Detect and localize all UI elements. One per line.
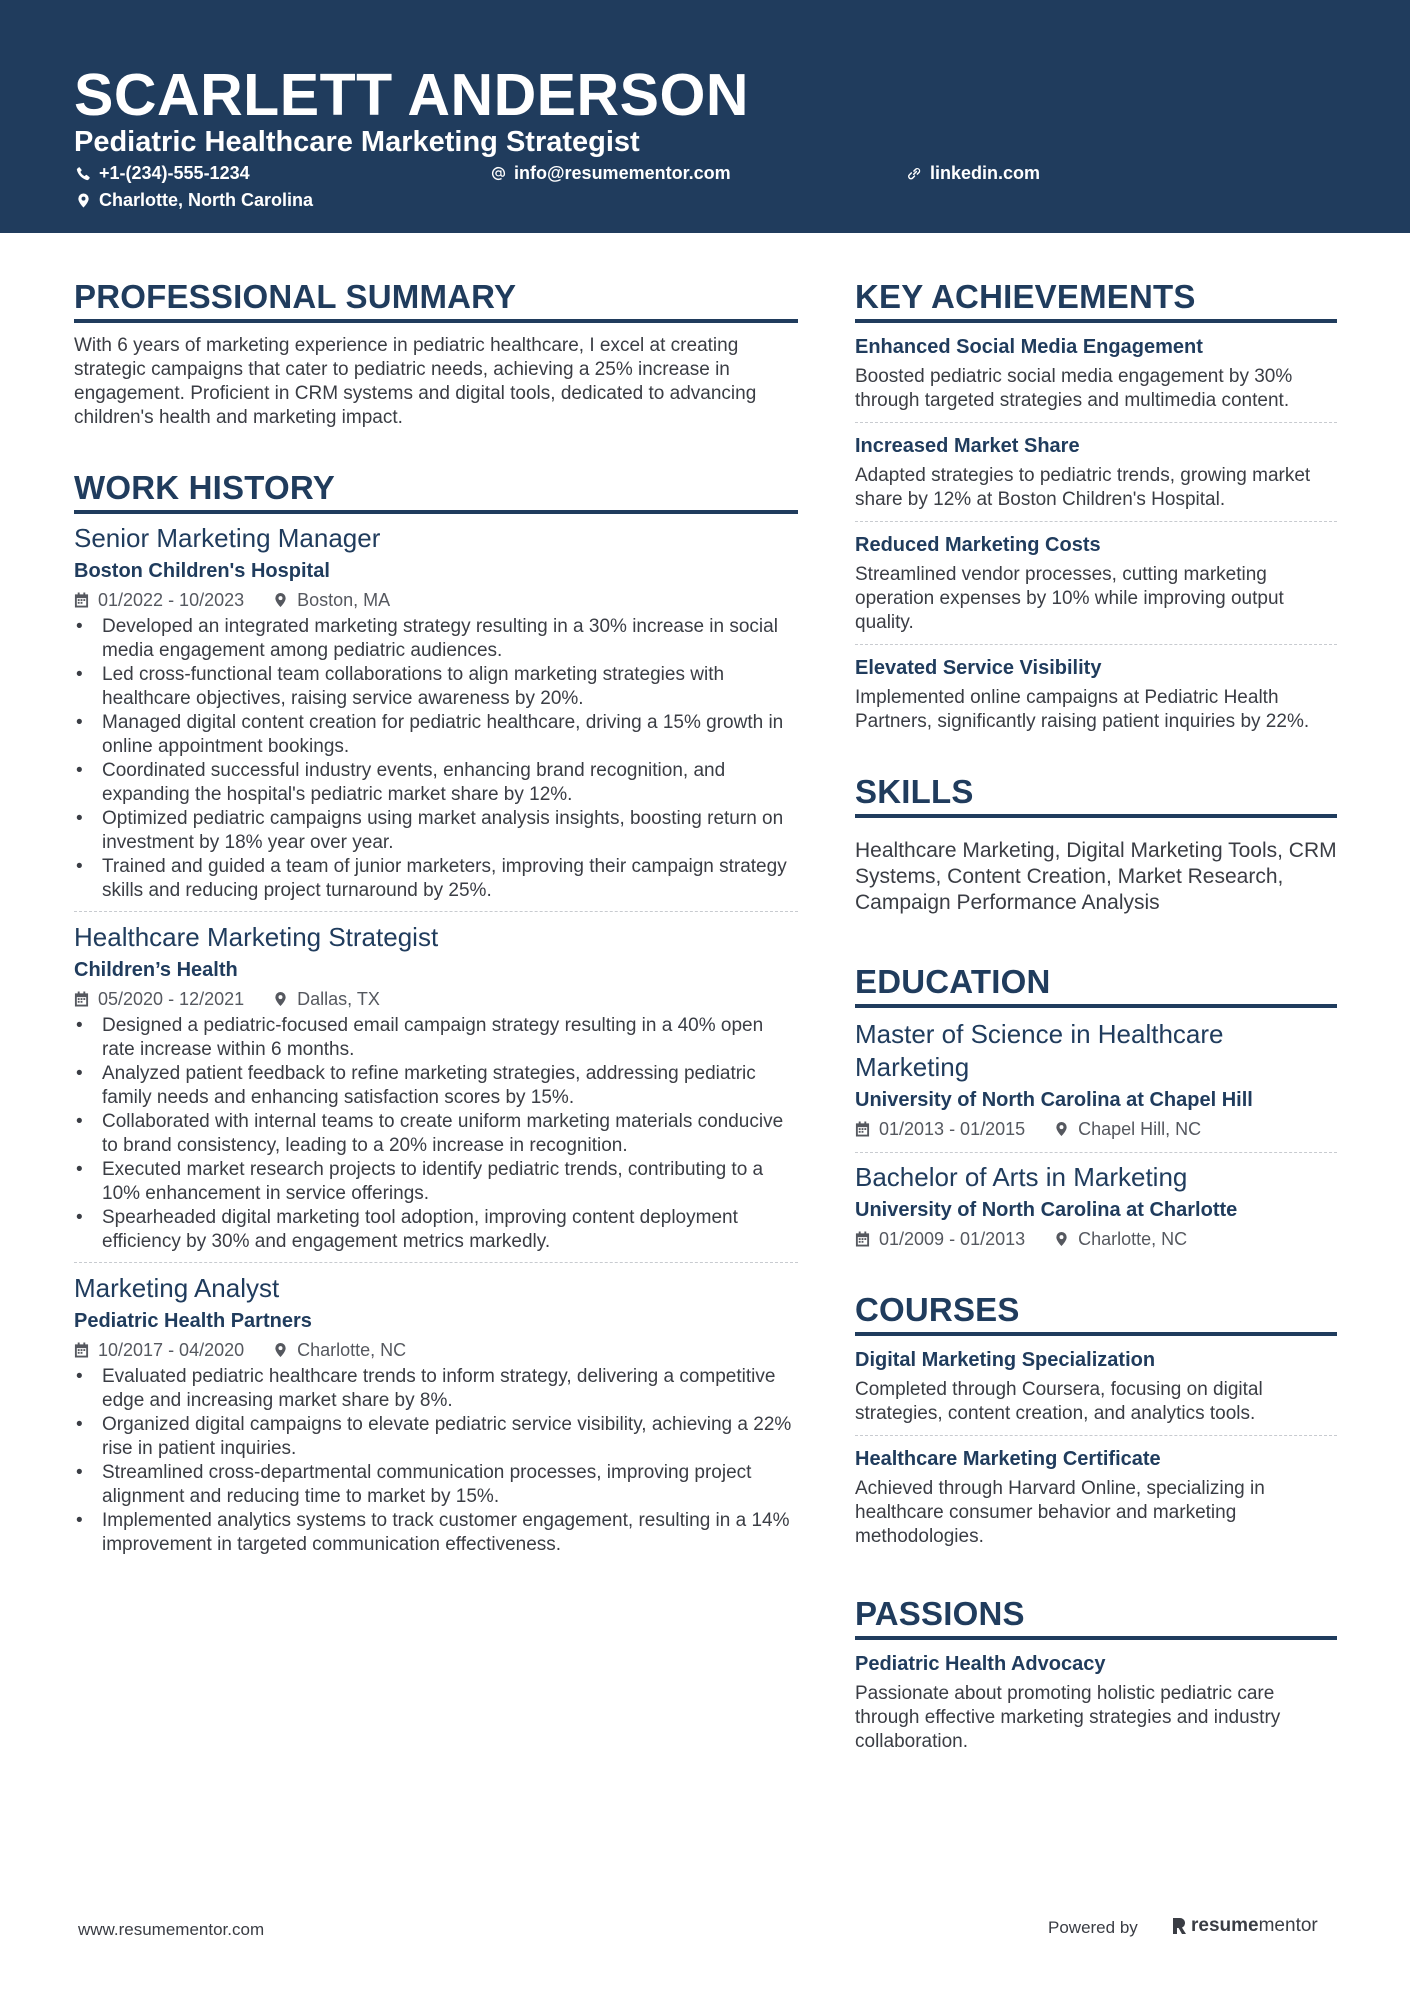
job-location: Dallas, TX [297, 989, 380, 1009]
job-entry [74, 911, 798, 1262]
passions-list [855, 1641, 1337, 1763]
contact-location [76, 189, 313, 211]
job-bullet: • Organized digital campaigns to elevate pediatric service visibility, achieving a 22% rise in patient inquiries. [74, 1413, 798, 1461]
location-text: Charlotte, North Carolina [99, 190, 314, 210]
contact-email[interactable] [491, 162, 731, 184]
passions-item-title: Pediatric Health Advocacy [855, 1653, 1106, 1675]
candidate-name: SCARLETT ANDERSON [74, 62, 749, 128]
education-dates: 01/2013 - 01/2015 [879, 1119, 1026, 1139]
job-bullet: • Designed a pediatric-focused email campaign strategy resulting in a 40% open rate increase within 6 months. [74, 1014, 798, 1062]
achievements-item [855, 521, 1337, 644]
left-column [74, 277, 798, 1565]
job-location: Charlotte, NC [297, 1340, 407, 1360]
achievements-item-desc: Implemented online campaigns at Pediatric Health Partners, significantly raising patient inquiries by 22%. [855, 687, 1310, 732]
linkedin-text: linkedin.com [930, 163, 1041, 183]
education-degree: Master of Science in Healthcare Marketing [855, 1019, 1224, 1082]
education-meta [855, 1116, 1337, 1142]
education-heading: EDUCATION [855, 962, 1337, 1008]
location-pin-icon [76, 193, 91, 208]
job-location-wrap [273, 1337, 406, 1363]
footer-website-link[interactable]: www.resumementor.com [78, 1920, 265, 1939]
phone-icon [76, 166, 91, 181]
calendar-icon [74, 991, 89, 1007]
calendar-icon [74, 592, 89, 608]
job-bullet: • Implemented analytics systems to track customer engagement, resulting in a 14% improvement in targeted communication effectiveness. [74, 1509, 798, 1557]
courses-item [855, 1435, 1337, 1558]
email-text: info@resumementor.com [514, 163, 731, 183]
job-dates: 01/2022 - 10/2023 [98, 590, 245, 610]
education-school: University of North Carolina at Chapel Hill [855, 1089, 1253, 1111]
achievements-item-desc: Streamlined vendor processes, cutting marketing operation expenses by 10% while improving output quality. [855, 564, 1284, 633]
job-entry [74, 1262, 798, 1565]
achievements-item-title: Elevated Service Visibility [855, 657, 1102, 679]
location-pin-icon [1054, 1121, 1069, 1137]
education-location: Charlotte, NC [1078, 1229, 1188, 1249]
achievements-list [855, 324, 1337, 743]
achievements-item-desc: Adapted strategies to pediatric trends, growing market share by 12% at Boston Children's Hospital. [855, 465, 1311, 510]
job-bullet: • Analyzed patient feedback to refine marketing strategies, addressing pediatric family needs and enhancing satisfaction scores by 15%. [74, 1062, 798, 1110]
courses-item-desc: Completed through Coursera, focusing on digital strategies, content creation, and analytics tools. [855, 1379, 1263, 1424]
job-bullets [74, 615, 798, 903]
achievements-item [855, 644, 1337, 743]
job-company: Pediatric Health Partners [74, 1310, 312, 1332]
job-bullets [74, 1365, 798, 1557]
education-location-wrap [1054, 1116, 1201, 1142]
job-bullet: • Coordinated successful industry events, enhancing brand recognition, and expanding the hospital's pediatric market share by 12%. [74, 759, 798, 807]
job-bullet: • Led cross-functional team collaborations to align marketing strategies with healthcare objectives, raising service awareness by 20%. [74, 663, 798, 711]
education-location-wrap [1054, 1226, 1187, 1252]
job-list [74, 522, 798, 1565]
job-dates: 05/2020 - 12/2021 [98, 989, 245, 1009]
courses-item-title: Digital Marketing Specialization [855, 1349, 1156, 1371]
job-bullet: • Evaluated pediatric healthcare trends to inform strategy, delivering a competitive edge and increasing market share by 8%. [74, 1365, 798, 1413]
job-bullet: • Trained and guided a team of junior marketers, improving their campaign strategy skills and reducing project turnaround by 25%. [74, 855, 798, 903]
job-bullets [74, 1014, 798, 1254]
location-pin-icon [273, 991, 288, 1007]
education-meta [855, 1226, 1337, 1252]
job-meta [74, 1337, 798, 1363]
education-entry [855, 1152, 1337, 1262]
courses-item [855, 1337, 1337, 1435]
job-bullet: • Streamlined cross-departmental communication processes, improving project alignment and reducing time to market by 15%. [74, 1461, 798, 1509]
job-location-wrap [273, 587, 390, 613]
job-bullet: • Developed an integrated marketing strategy resulting in a 30% increase in social media engagement among pediatric audiences. [74, 615, 798, 663]
job-dates: 10/2017 - 04/2020 [98, 1340, 245, 1360]
resumementor-logo-icon [1171, 1916, 1187, 1936]
skills-text: Healthcare Marketing, Digital Marketing Tools, CRM Systems, Content Creation, Market Research, Campaign Performance Analysis [855, 839, 1337, 914]
education-school: University of North Carolina at Charlotte [855, 1199, 1238, 1221]
job-role: Marketing Analyst [74, 1273, 280, 1303]
brand-bold-text: resume [1191, 1915, 1259, 1936]
resume-header [0, 0, 1410, 233]
link-icon [907, 166, 922, 181]
education-location: Chapel Hill, NC [1078, 1119, 1202, 1139]
achievements-item [855, 422, 1337, 521]
brand-logo[interactable] [1171, 1915, 1318, 1937]
brand-light-text: mentor [1258, 1915, 1318, 1936]
achievements-item [855, 324, 1337, 422]
courses-item-title: Healthcare Marketing Certificate [855, 1448, 1161, 1470]
summary-text: With 6 years of marketing experience in pediatric healthcare, I excel at creating strategic campaigns that cater to pediatric needs, achieving a 25% increase in engagement. Proficient in CRM systems and digital tools, dedicated to advancing children's health and marketing impact. [74, 335, 757, 428]
job-bullet: • Spearheaded digital marketing tool adoption, improving content deployment efficiency by 30% and engagement metrics markedly. [74, 1206, 798, 1254]
passions-heading: PASSIONS [855, 1594, 1337, 1640]
work-history-heading: WORK HISTORY [74, 468, 798, 514]
job-company: Children’s Health [74, 959, 238, 981]
job-bullet: • Optimized pediatric campaigns using market analysis insights, boosting return on investment by 18% year over year. [74, 807, 798, 855]
calendar-icon [74, 1342, 89, 1358]
powered-by-text: Powered by [1048, 1918, 1138, 1937]
location-pin-icon [273, 1342, 288, 1358]
candidate-title: Pediatric Healthcare Marketing Strategist [74, 126, 640, 158]
passions-item-desc: Passionate about promoting holistic pediatric care through effective marketing strategies and industry collaboration. [855, 1683, 1281, 1752]
at-icon [491, 166, 506, 181]
courses-list [855, 1337, 1337, 1558]
job-location-wrap [273, 986, 380, 1012]
contact-linkedin[interactable] [907, 162, 1040, 184]
job-bullet: • Managed digital content creation for pediatric healthcare, driving a 15% growth in online appointment bookings. [74, 711, 798, 759]
education-dates: 01/2009 - 01/2013 [879, 1229, 1026, 1249]
courses-heading: COURSES [855, 1290, 1337, 1336]
calendar-icon [855, 1121, 870, 1137]
job-location: Boston, MA [297, 590, 391, 610]
achievements-heading: KEY ACHIEVEMENTS [855, 277, 1337, 323]
job-role: Healthcare Marketing Strategist [74, 922, 439, 952]
achievements-item-title: Increased Market Share [855, 435, 1080, 457]
job-bullet: • Executed market research projects to identify pediatric trends, contributing to a 10% enhancement in service offerings. [74, 1158, 798, 1206]
job-meta [74, 986, 798, 1012]
contact-phone[interactable] [76, 162, 250, 184]
achievements-item-title: Enhanced Social Media Engagement [855, 336, 1203, 358]
job-bullet: • Collaborated with internal teams to create uniform marketing materials conducive to brand consistency, leading to a 20% increase in recognition. [74, 1110, 798, 1158]
education-list [855, 1010, 1337, 1262]
job-entry [74, 522, 798, 911]
passions-item [855, 1641, 1337, 1763]
calendar-icon [855, 1231, 870, 1247]
education-degree: Bachelor of Arts in Marketing [855, 1162, 1188, 1192]
summary-heading: PROFESSIONAL SUMMARY [74, 277, 798, 323]
courses-item-desc: Achieved through Harvard Online, specializing in healthcare consumer behavior and marketing methodologies. [855, 1478, 1265, 1547]
right-column [855, 277, 1337, 1763]
location-pin-icon [273, 592, 288, 608]
location-pin-icon [1054, 1231, 1069, 1247]
job-role: Senior Marketing Manager [74, 523, 381, 553]
skills-heading: SKILLS [855, 772, 1337, 818]
job-meta [74, 587, 798, 613]
job-company: Boston Children's Hospital [74, 560, 330, 582]
phone-text: +1-(234)-555-1234 [99, 163, 250, 183]
education-entry [855, 1010, 1337, 1152]
achievements-item-desc: Boosted pediatric social media engagement by 30% through targeted strategies and multimedia content. [855, 366, 1293, 411]
achievements-item-title: Reduced Marketing Costs [855, 534, 1101, 556]
